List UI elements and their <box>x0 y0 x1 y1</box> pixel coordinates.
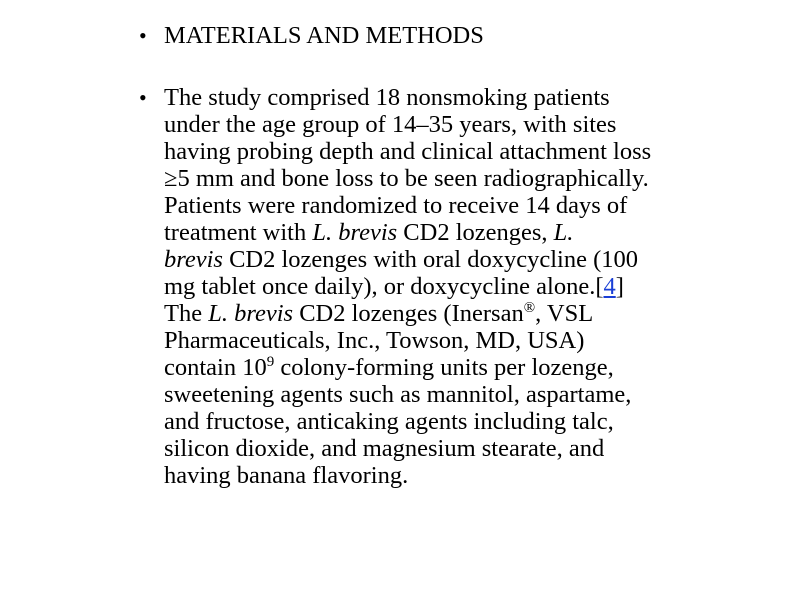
text-span: CD2 lozenges (Inersan <box>293 300 524 327</box>
paragraph-line <box>164 300 777 327</box>
bullet-dot: • <box>139 23 147 48</box>
paragraph-line: Pharmaceuticals, Inc., Towson, MD, USA) <box>164 327 585 354</box>
species-name: L. <box>553 219 574 246</box>
paragraph-line <box>164 246 777 273</box>
text-span: mg tablet once daily), or doxycycline alone.[ <box>164 273 604 300</box>
paragraph-line: having banana flavoring. <box>164 462 409 489</box>
registered-mark: ® <box>523 300 536 316</box>
text-span: CD2 lozenges with oral doxycycline (100 <box>222 246 639 273</box>
species-name: brevis <box>164 246 223 273</box>
paragraph-bullet <box>137 84 777 489</box>
text-span: colony-forming units per lozenge, <box>274 354 614 381</box>
text-span: The <box>164 300 209 327</box>
paragraph-line: having probing depth and clinical attachment loss <box>164 138 652 165</box>
heading-bullet <box>137 22 777 49</box>
paragraph-line: and fructose, anticaking agents including talc, <box>164 408 614 435</box>
text-span: CD2 lozenges, <box>397 219 554 246</box>
species-name: L. brevis <box>208 300 294 327</box>
species-name: L. brevis <box>312 219 398 246</box>
paragraph-line: Patients were randomized to receive 14 days of <box>164 192 628 219</box>
paragraph-line: ≥5 mm and bone loss to be seen radiographically. <box>164 165 649 192</box>
text-span: ] <box>615 273 624 300</box>
paragraph-line <box>164 273 777 300</box>
bullet-dot: • <box>139 85 147 110</box>
section-heading: MATERIALS AND METHODS <box>164 22 484 49</box>
paragraph-line: The study comprised 18 nonsmoking patients <box>164 84 610 111</box>
paragraph-line <box>164 354 777 381</box>
paragraph-line: sweetening agents such as mannitol, aspartame, <box>164 381 632 408</box>
exponent: 9 <box>266 354 275 370</box>
text-span: contain 10 <box>164 354 267 381</box>
bullet-list <box>137 22 777 489</box>
paragraph-line: under the age group of 14–35 years, with sites <box>164 111 617 138</box>
paragraph-line: silicon dioxide, and magnesium stearate, and <box>164 435 605 462</box>
text-span: , VSL <box>535 300 594 327</box>
paragraph-line <box>164 219 777 246</box>
text-span: treatment with <box>164 219 313 246</box>
reference-link[interactable]: 4 <box>603 273 616 300</box>
